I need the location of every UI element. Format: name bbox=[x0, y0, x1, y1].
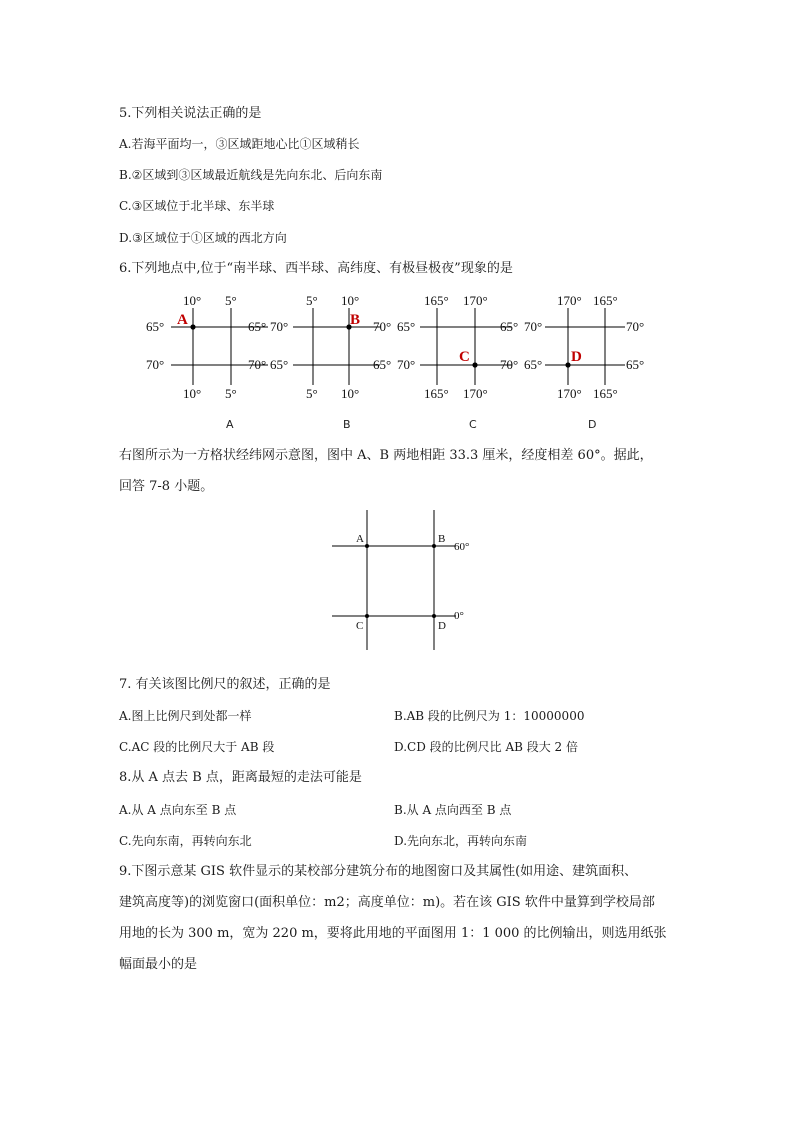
grid-a bbox=[146, 293, 268, 431]
grid-d-right-2: 65° bbox=[626, 357, 645, 372]
grid-a-bottom-2: 5° bbox=[225, 386, 237, 401]
grid-c-left-1: 65° bbox=[397, 319, 416, 334]
q9-line1: 9.下图示意某 GIS 软件显示的某校部分建筑分布的地图窗口及其属性(如用途、建筑面积、 bbox=[119, 864, 638, 879]
grid-c bbox=[397, 293, 518, 431]
grid-d-caption: D bbox=[588, 418, 597, 431]
grid-d-left-2: 65° bbox=[524, 357, 543, 372]
grid-c-top-2: 170° bbox=[463, 293, 488, 308]
q5-option-a: A.若海平面均一，③区域距地心比①区域稍长 bbox=[119, 137, 360, 151]
q5-option-b: B.②区域到③区域最近航线是先向东北、后向东南 bbox=[119, 168, 383, 182]
q8-option-d: D.先向东北，再转向东南 bbox=[394, 834, 528, 848]
q6-grid-figure bbox=[0, 285, 794, 435]
grid-a-right-1: 65° bbox=[248, 319, 267, 334]
grid2-lat-60: 60° bbox=[454, 541, 470, 553]
intro-7-8-line2: 回答 7-8 小题。 bbox=[119, 479, 214, 494]
grid-a-left-2: 70° bbox=[146, 357, 165, 372]
grid-c-left-2: 70° bbox=[397, 357, 416, 372]
grid-b-left-2: 65° bbox=[270, 357, 289, 372]
grid-b-top-1: 5° bbox=[306, 293, 318, 308]
grid-d-left-1: 70° bbox=[524, 319, 543, 334]
grid2-label-b: B bbox=[438, 533, 446, 545]
q8-option-a: A.从 A 点向东至 B 点 bbox=[119, 803, 237, 817]
grid2-point-d-dot bbox=[432, 614, 436, 618]
grid-b-top-2: 10° bbox=[341, 293, 360, 308]
grid-b-right-1: 70° bbox=[373, 319, 392, 334]
q8-option-b: B.从 A 点向西至 B 点 bbox=[394, 803, 512, 817]
grid-c-top-1: 165° bbox=[424, 293, 449, 308]
grid-d-bottom-1: 170° bbox=[557, 386, 582, 401]
grid2-label-a: A bbox=[356, 533, 364, 545]
grid-c-bottom-2: 170° bbox=[463, 386, 488, 401]
grid-c-right-2: 70° bbox=[500, 357, 519, 372]
q7-option-b: B.AB 段的比例尺为 1：10000000 bbox=[394, 709, 585, 723]
q5-option-c: C.③区域位于北半球、东半球 bbox=[119, 199, 275, 213]
q7-8-grid-figure bbox=[320, 505, 490, 660]
grid-d bbox=[524, 293, 644, 431]
grid2-label-c: C bbox=[356, 620, 364, 632]
q9-line4: 幅面最小的是 bbox=[119, 957, 198, 972]
q9-line2: 建筑高度等)的浏览窗口(面积单位：m2；高度单位：m)。若在该 GIS 软件中量算到学校局部 bbox=[119, 895, 655, 910]
grid-c-right-1: 65° bbox=[500, 319, 519, 334]
q7-option-c: C.AC 段的比例尺大于 AB 段 bbox=[119, 740, 275, 754]
q7-stem: 7. 有关该图比例尺的叙述，正确的是 bbox=[119, 677, 331, 692]
grid-a-right-2: 70° bbox=[248, 357, 267, 372]
grid-a-top-1: 10° bbox=[183, 293, 202, 308]
point-a-label: A bbox=[177, 312, 188, 328]
point-c-label: C bbox=[459, 349, 470, 365]
q8-option-c: C.先向东南，再转向东北 bbox=[119, 834, 252, 848]
grid-b-caption: B bbox=[343, 418, 351, 431]
grid-d-bottom-2: 165° bbox=[593, 386, 618, 401]
grid2-point-b-dot bbox=[432, 544, 436, 548]
grid2-point-c-dot bbox=[365, 614, 369, 618]
grid-a-caption: A bbox=[226, 418, 234, 431]
grid-d-right-1: 70° bbox=[626, 319, 645, 334]
grid-b-right-2: 65° bbox=[373, 357, 392, 372]
grid-a-bottom-1: 10° bbox=[183, 386, 202, 401]
point-d-label: D bbox=[571, 349, 582, 365]
grid2-label-d: D bbox=[438, 620, 446, 632]
point-d-dot bbox=[565, 362, 570, 367]
q8-stem: 8.从 A 点去 B 点，距离最短的走法可能是 bbox=[119, 770, 362, 785]
grid-a-left-1: 65° bbox=[146, 319, 165, 334]
intro-7-8-line1: 右图所示为一方格状经纬网示意图，图中 A、B 两地相距 33.3 厘米，经度相差 60°。据此， bbox=[119, 448, 653, 463]
q7-option-a: A.图上比例尺到处都一样 bbox=[119, 709, 252, 723]
grid-b-bottom-2: 10° bbox=[341, 386, 360, 401]
point-a-dot bbox=[190, 324, 195, 329]
grid-b-left-1: 70° bbox=[270, 319, 289, 334]
grid-b bbox=[270, 293, 391, 431]
point-b-label: B bbox=[350, 312, 361, 328]
grid-a-top-2: 5° bbox=[225, 293, 237, 308]
grid2-lat-0: 0° bbox=[454, 610, 464, 622]
grid-b-bottom-1: 5° bbox=[306, 386, 318, 401]
grid-d-top-2: 165° bbox=[593, 293, 618, 308]
grid2-point-a-dot bbox=[365, 544, 369, 548]
q5-option-d: D.③区域位于①区域的西北方向 bbox=[119, 231, 287, 245]
q9-line3: 用地的长为 300 m，宽为 220 m，要将此用地的平面图用 1：1 000 的比例输出，则选用纸张 bbox=[119, 926, 667, 941]
q5-stem: 5.下列相关说法正确的是 bbox=[119, 106, 262, 121]
grid-c-caption: C bbox=[469, 418, 477, 431]
grid-c-bottom-1: 165° bbox=[424, 386, 449, 401]
q7-option-d: D.CD 段的比例尺比 AB 段大 2 倍 bbox=[394, 740, 579, 754]
q6-stem: 6.下列地点中,位于“南半球、西半球、高纬度、有极昼极夜”现象的是 bbox=[119, 261, 513, 276]
point-c-dot bbox=[472, 362, 477, 367]
grid-d-top-1: 170° bbox=[557, 293, 582, 308]
